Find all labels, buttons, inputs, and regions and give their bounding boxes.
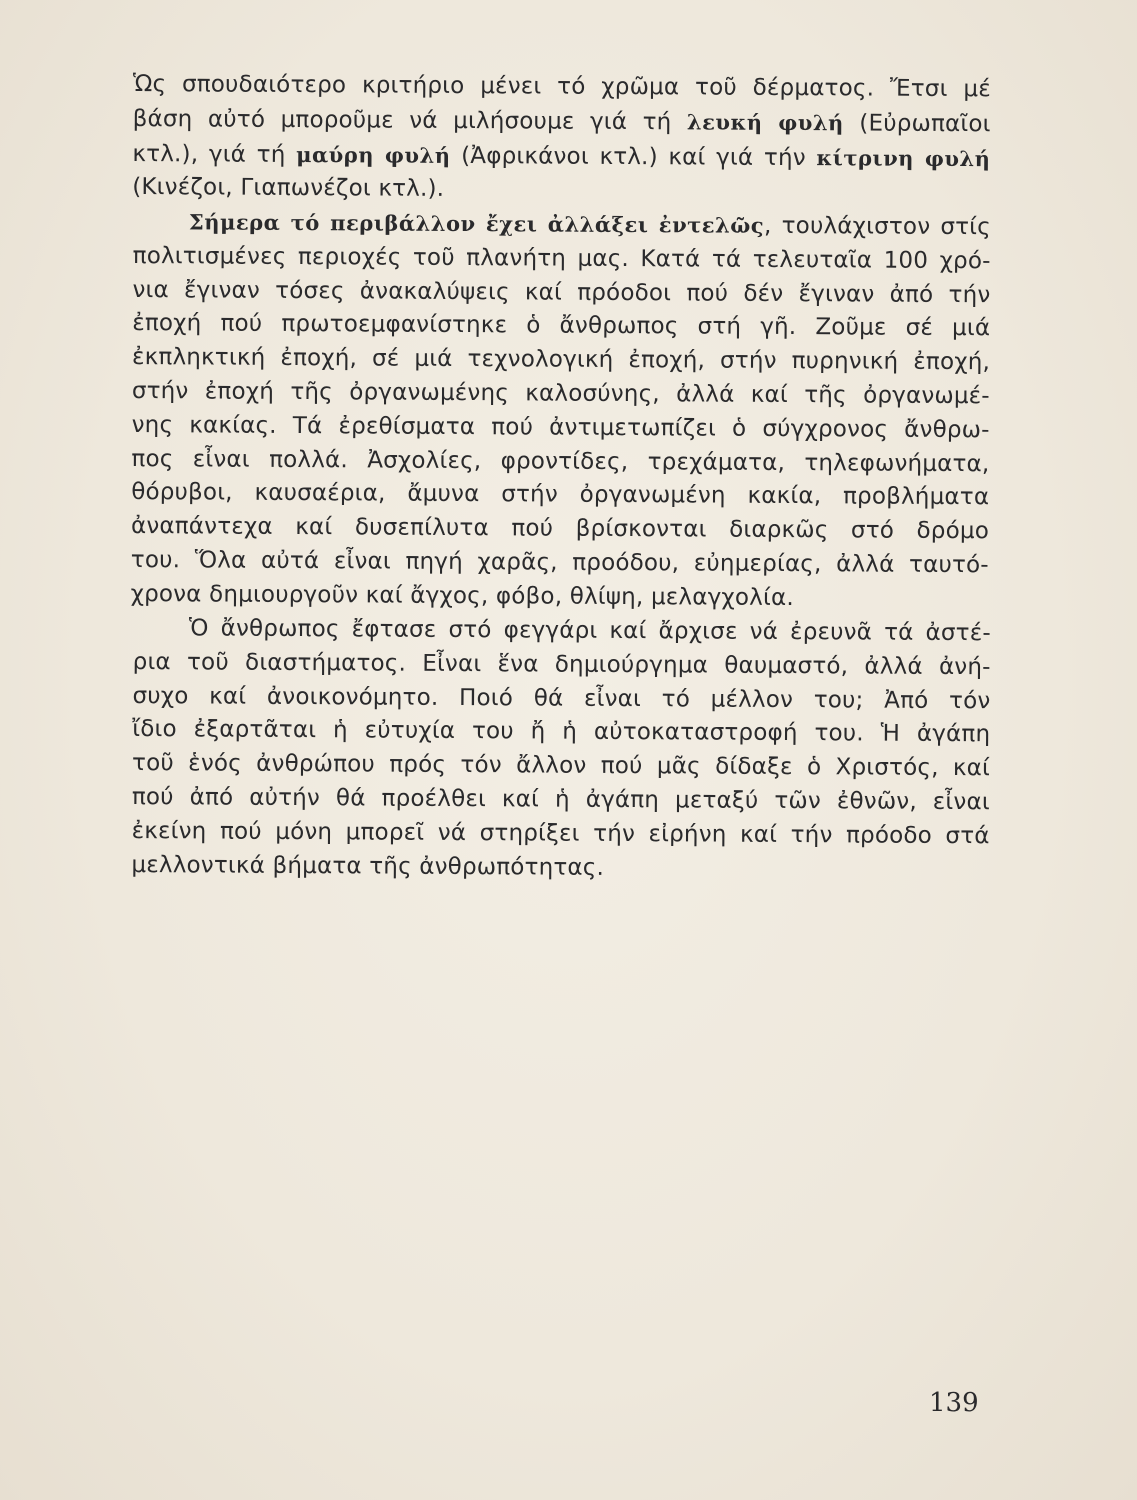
text-line [133,240,991,279]
bold-term: λευκή φυλή [686,109,844,136]
text-run: κτλ.), γιά τή [132,140,297,168]
text-run: ἐποχή πού πρωτοεμφανίστηκε ὁ ἄνθρωπος στή γῆ. Ζοῦμε σέ μιά [132,310,991,342]
text-line [132,713,990,752]
text-line [133,102,991,142]
text-line [132,747,990,786]
text-run: νια ἔγιναν τόσες ἀνακαλύψεις καί πρόοδοι πού δέν ἔγιναν ἀπό τήν [132,276,991,309]
text-line [131,578,989,617]
text-run: στήν ἐποχή τῆς ὀργανωμένης καλοσύνης, ἀλλά καί τῆς ὀργανωμέ- [131,378,990,410]
bold-term: κίτρινη φυλή [816,144,991,171]
text-run: ἴδιο ἐξαρτᾶται ἡ εὐτυχία του ἤ ἡ αὐτοκαταστροφή του. Ἡ ἀγάπη [132,716,991,748]
text-run: χρονα δημιουργοῦν καί ἄγχος, φόβο, θλίψη, μελαγχολία. [130,580,794,611]
text-run: (Κινέζοι, Γιαπωνέζοι κτλ.). [132,174,445,203]
text-run: πος εἶναι πολλά. Ἀσχολίες, φροντίδες, τρεχάματα, τηλεφωνήματα, [131,445,990,478]
text-run: τοῦ ἑνός ἀνθρώπου πρός τόν ἄλλον πού μᾶς δίδαξε ὁ Χριστός, καί [131,749,991,782]
text-line [131,510,989,549]
text-run: συχο καί ἀνοικονόμητο. Ποιό θά εἶναι τό μέλλον του; Ἀπό τόν [132,682,991,714]
text-line [133,646,991,685]
text-run: θόρυβοι, καυσαέρια, ἄμυνα στήν ὀργανωμένη κακία, προβλήματα [131,479,990,511]
text-line [131,544,989,583]
text-line [133,205,991,245]
text-line [132,341,990,380]
body-text [130,68,991,882]
text-run: Ὡς σπουδαιότερο κριτήριο μένει τό χρῶμα τοῦ δέρματος. Ἔτσι μέ [132,70,991,103]
text-line [132,815,990,854]
text-run: ἐκπληκτική ἐποχή, σέ μιά τεχνολογική ἐποχή, στήν πυρηνική ἐποχή, [131,344,991,376]
bold-term: μαύρη φυλή [296,141,451,168]
text-line [132,308,990,347]
text-line [131,848,989,887]
paragraph-1 [132,68,991,210]
text-run: βάση αὐτό μποροῦμε νά μιλήσουμε γιά τή [132,105,688,136]
bold-term: Σήμερα τό περιβάλλον ἔχει ἀλλάξει ἐντελῶς [188,209,765,239]
text-run: πολιτισμένες περιοχές τοῦ πλανήτη μας. Κατά τά τελευταῖα 100 χρό- [132,242,991,275]
page-number: 139 [929,1388,979,1418]
text-run: ρια τοῦ διαστήματος. Εἶναι ἕνα δημιούργημα θαυμαστό, ἀλλά ἀνή- [132,648,991,680]
text-line [133,612,991,651]
text-run: (Εὐρωπαῖοι [843,110,991,138]
text-line [132,171,990,210]
text-run: πού ἀπό αὐτήν θά προέλθει καί ἡ ἀγάπη μεταξύ τῶν ἐθνῶν, εἶναι [131,783,990,815]
text-run: ἐκείνη πού μόνη μπορεῖ νά στηρίξει τήν εἰρήνη καί τήν πρόοδο στά [131,817,990,849]
text-run: , τουλάχιστον στίς [764,213,991,241]
text-line [132,409,990,448]
paragraph-2 [131,205,991,617]
text-line [133,68,991,107]
text-run: μελλοντικά βήματα τῆς ἀνθρωπότητας. [131,851,605,881]
paragraph-3 [131,612,991,888]
text-line [132,274,990,313]
text-line [132,679,990,718]
text-line [132,375,990,414]
text-run: (Ἀφρικάνοι κτλ.) καί γιά τήν [450,142,817,171]
text-run: του. Ὅλα αὐτά εἶναι πηγή χαρᾶς, προόδου, εὐημερίας, ἀλλά ταυτό- [130,547,989,579]
text-line [131,477,989,516]
text-line [132,137,990,177]
text-run: ἀναπάντεχα καί δυσεπίλυτα πού βρίσκονται διαρκῶς στό δρόμο [130,513,990,545]
text-line [131,443,989,482]
text-line [132,781,990,820]
text-run: Ὁ ἄνθρωπος ἔφτασε στό φεγγάρι καί ἄρχισε νά ἐρευνᾶ τά ἀστέ- [188,615,991,646]
text-run: νης κακίας. Τά ἐρεθίσματα πού ἀντιμετωπίζει ὁ σύγχρονος ἄνθρω- [131,411,990,444]
